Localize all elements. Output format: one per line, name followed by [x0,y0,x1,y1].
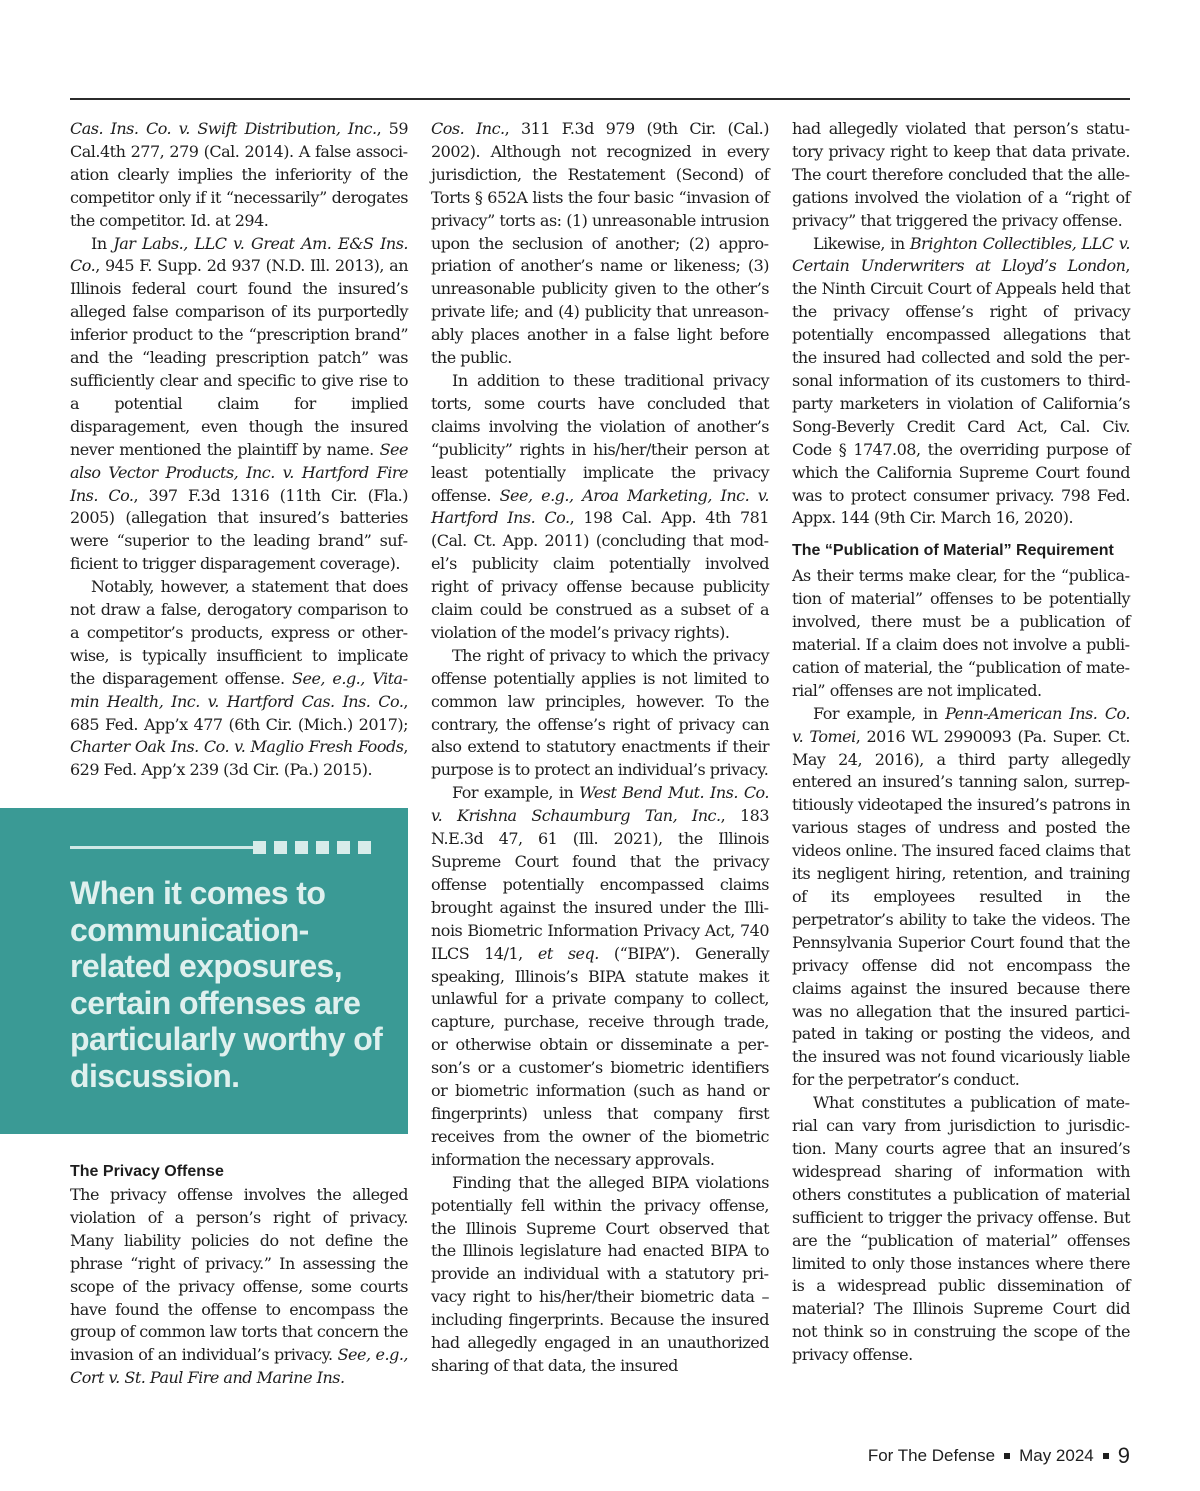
case-citation: Penn-American Ins. Co. v. Tomei [792,703,1130,746]
square-icon [295,841,308,854]
text-run: What constitutes a publication of material can vary from jurisdiction to jurisdiction. Many courts agree that an insured’s widespread sharing of information with others constitutes a publication of material sufficient to trigger the privacy offense. But are the “publication of material” offenses limited to only those instances where there is a widespread public dissemination of material? The Illinois Supreme Court did not think so in construing the scope of the privacy offense. [792,1093,1130,1365]
text-run: , 629 Fed. App’x 239 (3d Cir. (Pa.) 2015). [70,737,408,780]
paragraph [70,233,408,577]
page-number: 9 [1117,1443,1130,1468]
case-citation: Cos. Inc. [431,119,505,138]
paragraph [70,118,408,233]
text-run: , 311 F.3d 979 (9th Cir. (Cal.) 2002). Although not recognized in every jurisdiction, the Restatement (Second) of Torts § 652A lists the four basic “invasion of privacy” torts as: (1) unreasonable intrusion upon the seclusion of another; (2) appropriation of another’s name or likeness; (3) unreasonable publicity given to the other’s private life; and (4) publicity that unreasonably places another in a false light before the public. [431,119,769,368]
text-run: Likewise, in [813,233,910,253]
issue-date: May 2024 [1019,1446,1094,1465]
paragraph [792,118,1130,233]
case-citation: See, e.g., Vitamin Health, Inc. v. Hartford Cas. Ins. Co. [70,668,409,711]
text-run: The right of privacy to which the privacy offense potentially applies is not limited to common law principles, however. To the contrary, the offense’s right of privacy can also extend to statutory enactments if their purpose is to protect an individual’s privacy. [431,645,769,780]
text-run: , 183 N.E.3d 47, 61 (Ill. 2021), the Illinois Supreme Court found that the privacy offense potentially encompassed claims brought against the insured under the Illinois Biometric Information Privacy Act, 740 ILCS 14/1, [431,806,770,963]
case-citation: Cas. Ins. Co. v. Swift Distribution, Inc. [70,119,377,138]
publication-name: For The Defense [867,1446,996,1465]
square-icon [316,841,329,854]
decorative-rule [70,846,255,849]
square-icon [337,841,350,854]
paragraph [70,576,408,782]
paragraph [792,565,1130,702]
paragraph [431,782,769,1171]
square-icon [358,841,371,854]
column-1 [70,118,408,782]
bullet-icon [1004,1453,1010,1459]
text-run: The privacy offense involves the alleged violation of a person’s right of privacy. Many liability policies do not define the phrase “right of privacy.” In assessing the scope of the privacy offense, some courts have found the offense to encompass the group of common law torts that concern the invasion of an individual’s privacy. [70,1185,408,1365]
case-citation: Brighton Collectibles, LLC v. Certain Underwriters at Lloyd’s London [792,233,1131,276]
paragraph [792,1092,1130,1367]
paragraph [792,703,1130,1092]
text-run: Finding that the alleged BIPA violations potentially fell within the privacy offense, the Illinois Supreme Court observed that the Illinois legislature had enacted BIPA to provide an individual with a statutory privacy right to his/her/their biometric data – including fingerprints. Because the insured had allegedly engaged in an unauthorized sharing of that data, the insured [431,1172,769,1375]
case-citation: See also Vector Products, Inc. v. Hartford Fire Ins. Co. [70,439,408,505]
text-run: , 685 Fed. App’x 477 (6th Cir. (Mich.) 2017); [70,691,408,734]
text-run: , 397 F.3d 1316 (11th Cir. (Fla.) 2005) (allegation that insured’s batteries were “superior to the leading brand” sufficient to trigger disparagement coverage). [70,485,409,574]
text-run: , 945 F. Supp. 2d 937 (N.D. Ill. 2013), an Illinois federal court found the insured’s alleged false comparison of its purportedly inferior product to the “prescription brand” and the “leading prescription patch” was sufficiently clear and specific to give rise to a potential claim for implied disparagement, even though the insured never mentioned the plaintiff by name. [70,256,408,459]
paragraph [431,1172,769,1378]
text-run: had allegedly violated that person’s statutory privacy right to keep that data private. The court therefore concluded that the allegations involved the violation of a “right of privacy” that triggered the privacy offense. [792,119,1130,230]
text-run: For example, in [813,703,946,723]
square-icon [274,841,287,854]
text-run: , the Ninth Circuit Court of Appeals held that the privacy offense’s right of privacy potentially encompassed allegations that the insured had collected and sold the personal information of its customers to third-party marketers in violation of California’s Song-Beverly Credit Card Act, Cal. Civ. Code § 1747.08, the overriding purpose of which the California Supreme Court found was to protect consumer privacy. 798 Fed. Appx. 144 (9th Cir. March 16, 2020). [792,256,1130,528]
section-heading-publication: The “Publication of Material” Requirement [792,542,1114,560]
case-citation: See, e.g., Aroa Marketing, Inc. v. Hartford Ins. Co. [431,485,769,528]
pull-quote-box [0,808,408,1134]
text-run: , 2016 WL 2990093 (Pa. Super. Ct. May 24, 2016), a third party allegedly entered an insured’s tanning salon, surreptitiously videotaped the insured’s patrons in various stages of undress and posted the videos online. The insured faced claims that its negligent hiring, retention, and training of its employees resulted in the perpetrator’s ability to take the videos. The Pennsylvania Superior Court found that the privacy offense did not encompass the claims against the insured because there was no allegation that the insured participated in taking or posting the videos, and the insured was not found vicariously liable for the perpetrator’s conduct. [792,726,1130,1090]
case-citation: See, e.g., Cort v. St. Paul Fire and Marine Ins. [70,1345,408,1388]
column-3 [792,118,1130,1367]
top-rule [70,98,1130,100]
case-citation: West Bend Mut. Ins. Co. v. Krishna Schaumburg Tan, Inc. [431,783,769,826]
text-run: Notably, however, a statement that does not draw a false, derogatory comparison to a competitor’s products, express or otherwise, is typically insufficient to implicate the disparagement offense. [70,577,408,688]
paragraph [431,645,769,782]
paragraph [431,118,769,370]
pull-quote-text: When it comes to communication-related exposures, certain offenses are particularly worthy of discussion. [70,875,383,1094]
text-run: In addition to these traditional privacy torts, some courts have concluded that claims involving the violation of another’s “publicity” rights in his/her/their person at least potentially implicate the privacy offense. [431,370,769,505]
case-citation: Jar Labs., LLC v. Great Am. E&S Ins. Co. [70,233,408,276]
text-run: In [91,233,114,253]
paragraph [431,370,769,645]
case-citation: Charter Oak Ins. Co. v. Maglio Fresh Foods [70,737,404,757]
bullet-icon [1103,1453,1109,1459]
column-2 [431,118,769,1378]
text-run: As their terms make clear, for the “publication of material” offenses to be potentially involved, there must be a publication of material. If a claim does not involve a publication of material, the “publication of material” offenses are not implicated. [792,566,1130,700]
section-heading-privacy-offense: The Privacy Offense [70,1163,224,1180]
page-footer [868,1443,1130,1469]
text-run: For example, in [452,783,580,803]
square-icon [253,841,266,854]
text-run: , 198 Cal. App. 4th 781 (Cal. Ct. App. 2011) (concluding that model’s publicity claim potentially involved right of privacy offense because publicity claim could be construed as a subset of a violation of the model’s privacy rights). [431,508,769,642]
text-run: , 59 Cal.4th 277, 279 (Cal. 2014). A false association clearly implies the inferiority of the competitor only if it “necessarily” derogates the competitor. Id. at 294. [70,119,409,230]
case-citation: et seq. [537,943,599,963]
paragraph [70,1184,408,1390]
paragraph [792,233,1130,531]
column-1-lower [70,1184,408,1390]
text-run: (“BIPA”). Generally speaking, Illinois’s BIPA statute makes it unlawful for a private company to collect, capture, purchase, receive through trade, or otherwise obtain or disseminate a person’s or a customer’s biometric identifiers or biometric information (such as hand or fingerprints) unless that company first receives from the owner of the biometric information the necessary approvals. [431,943,770,1169]
